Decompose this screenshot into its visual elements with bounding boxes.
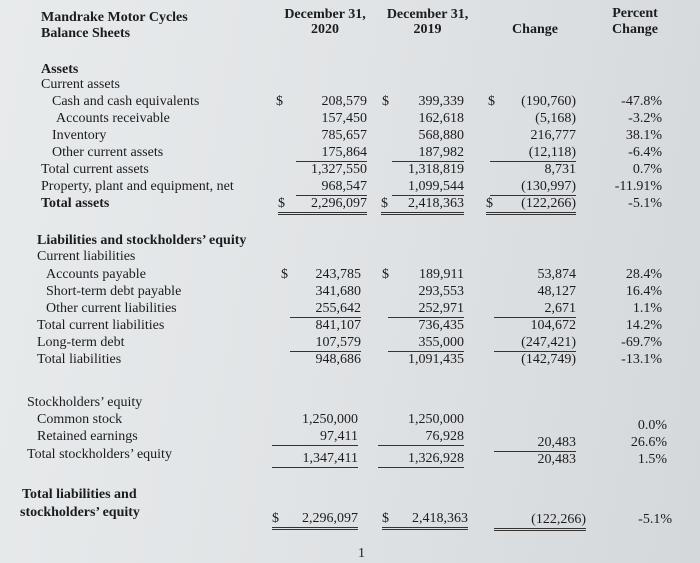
currency-symbol: $ — [382, 94, 389, 109]
cell-std-2019: 293,553 — [418, 284, 464, 299]
cell-ltd-2019: 355,000 — [388, 335, 464, 352]
current-assets-heading: Current assets — [41, 77, 120, 92]
row-label-total-equity: Total stockholders’ equity — [27, 447, 172, 462]
cell-common-stock-pct: 0.0% — [637, 418, 667, 433]
cell-total-le-pct: -5.1% — [638, 512, 672, 527]
cell-total-assets-change: (122,266) — [486, 196, 576, 215]
currency-symbol: $ — [278, 196, 285, 211]
cell-ap-change: 53,874 — [537, 267, 576, 282]
row-label-other-cl: Other current liabilities — [46, 301, 177, 316]
cell-other-cl-change: 2,671 — [494, 301, 576, 318]
cell-retained-earnings-2019: 76,928 — [378, 429, 464, 446]
cell-total-le-2019: 2,418,363 — [382, 511, 468, 530]
row-label-total-cl: Total current liabilities — [37, 318, 165, 333]
equity-heading: Stockholders’ equity — [27, 395, 143, 410]
col-2019-header-line1: December 31, — [386, 7, 469, 22]
cell-total-cl-2019: 736,435 — [418, 318, 464, 333]
row-label-other-ca: Other current assets — [52, 145, 164, 160]
row-label-ap: Accounts payable — [46, 267, 146, 282]
cell-total-le-change: (122,266) — [494, 512, 586, 531]
cell-common-stock-2019: 1,250,000 — [408, 412, 464, 427]
cell-ltd-2020: 107,579 — [290, 335, 361, 352]
cell-ppe-2020: 968,547 — [296, 179, 367, 196]
cell-common-stock-2020: 1,250,000 — [302, 412, 358, 427]
cell-std-change: 48,127 — [537, 284, 576, 299]
cell-std-2020: 341,680 — [315, 284, 361, 299]
cell-other-cl-2019: 252,971 — [388, 301, 464, 318]
cell-total-cl-2020: 841,107 — [315, 318, 361, 333]
cell-total-ca-pct: 0.7% — [632, 162, 662, 177]
cell-total-assets-pct: -5.1% — [628, 196, 662, 211]
cell-cash-pct: -47.8% — [621, 94, 662, 109]
liabilities-heading: Liabilities and stockholders’ equity — [37, 233, 247, 248]
col-2019-header-line2: 2019 — [413, 22, 442, 37]
cell-other-cl-2020: 255,642 — [290, 301, 361, 318]
cell-inventory-change: 216,777 — [530, 128, 576, 143]
cell-ap-pct: 28.4% — [625, 267, 662, 282]
cell-total-ca-2019: 1,318,819 — [408, 162, 464, 177]
cell-retained-earnings-pct: 26.6% — [630, 435, 667, 450]
col-2020-header-line2: 2020 — [311, 22, 339, 37]
cell-ar-2020: 157,450 — [321, 111, 367, 126]
cell-cash-change: (190,760) — [521, 94, 576, 109]
currency-symbol: $ — [382, 267, 389, 282]
cell-retained-earnings-change: 20,483 — [494, 435, 576, 452]
col-pct-header-line1: Percent — [612, 6, 658, 21]
cell-other-ca-2019: 187,982 — [392, 145, 464, 162]
row-label-total-le-line2: stockholders’ equity — [20, 505, 140, 520]
currency-symbol: $ — [488, 94, 495, 109]
col-pct-header-line2: Change — [612, 22, 658, 37]
assets-heading: Assets — [41, 62, 79, 77]
cell-other-ca-change: (12,118) — [490, 145, 576, 162]
cell-total-le-2020: 2,296,097 — [272, 511, 358, 530]
cell-total-equity-pct: 1.5% — [637, 452, 667, 467]
row-label-total-assets: Total assets — [41, 196, 110, 211]
cell-total-liabilities-2020: 948,686 — [315, 352, 361, 367]
currency-symbol: $ — [272, 511, 279, 526]
cell-inventory-2019: 568,880 — [418, 128, 464, 143]
currency-symbol: $ — [276, 94, 283, 109]
cell-total-liabilities-pct: -13.1% — [621, 352, 662, 367]
row-label-common-stock: Common stock — [37, 412, 123, 427]
cell-other-cl-pct: 1.1% — [632, 301, 662, 316]
page-number: 1 — [358, 546, 365, 561]
row-label-inventory: Inventory — [52, 128, 107, 143]
cell-total-equity-change: 20,483 — [537, 452, 576, 467]
cell-total-cl-change: 104,672 — [530, 318, 576, 333]
currency-symbol: $ — [486, 196, 493, 211]
row-label-total-liabilities: Total liabilities — [37, 352, 122, 367]
row-label-std: Short-term debt payable — [46, 284, 182, 299]
cell-other-ca-2020: 175,864 — [296, 145, 367, 162]
statement-title: Balance Sheets — [41, 26, 131, 41]
company-name: Mandrake Motor Cycles — [41, 10, 188, 25]
cell-std-pct: 16.4% — [625, 284, 662, 299]
cell-ap-2020: 243,785 — [315, 267, 361, 282]
cell-ltd-change: (247,421) — [494, 335, 576, 352]
cell-ar-pct: -3.2% — [628, 111, 662, 126]
cell-other-ca-pct: -6.4% — [628, 145, 662, 160]
row-label-total-ca: Total current assets — [41, 162, 149, 177]
row-label-ltd: Long-term debt — [37, 335, 125, 350]
currency-symbol: $ — [381, 196, 388, 211]
cell-ppe-2019: 1,099,544 — [392, 179, 464, 196]
cell-total-assets-2019: 2,418,363 — [381, 196, 464, 215]
cell-total-liabilities-change: (142,749) — [521, 352, 576, 367]
cell-total-equity-2019: 1,326,928 — [378, 451, 464, 468]
current-liabilities-heading: Current liabilities — [37, 249, 136, 264]
row-label-retained-earnings: Retained earnings — [37, 429, 138, 444]
row-label-ar: Accounts receivable — [56, 111, 170, 126]
cell-ar-change: (5,168) — [535, 111, 576, 126]
row-label-total-le-line1: Total liabilities and — [22, 487, 137, 502]
row-label-cash: Cash and cash equivalents — [52, 94, 200, 109]
cell-retained-earnings-2020: 97,411 — [272, 429, 358, 446]
currency-symbol: $ — [281, 267, 288, 282]
cell-ltd-pct: -69.7% — [621, 335, 662, 350]
cell-total-cl-pct: 14.2% — [625, 318, 662, 333]
cell-ppe-pct: -11.91% — [614, 179, 662, 194]
cell-inventory-pct: 38.1% — [625, 128, 662, 143]
row-label-ppe: Property, plant and equipment, net — [41, 179, 234, 194]
currency-symbol: $ — [382, 511, 389, 526]
col-2020-header-line1: December 31, — [284, 7, 366, 22]
col-change-header: Change — [512, 22, 558, 37]
cell-inventory-2020: 785,657 — [321, 128, 367, 143]
cell-total-ca-2020: 1,327,550 — [311, 162, 367, 177]
cell-total-ca-change: 8,731 — [544, 162, 576, 177]
cell-ar-2019: 162,618 — [418, 111, 464, 126]
cell-total-assets-2020: 2,296,097 — [278, 196, 367, 215]
cell-ppe-change: (130,997) — [490, 179, 576, 196]
cell-ap-2019: 189,911 — [419, 267, 464, 282]
cell-cash-2020: 208,579 — [321, 94, 367, 109]
cell-cash-2019: 399,339 — [418, 94, 464, 109]
cell-total-equity-2020: 1,347,411 — [272, 451, 358, 468]
cell-total-liabilities-2019: 1,091,435 — [408, 352, 464, 367]
